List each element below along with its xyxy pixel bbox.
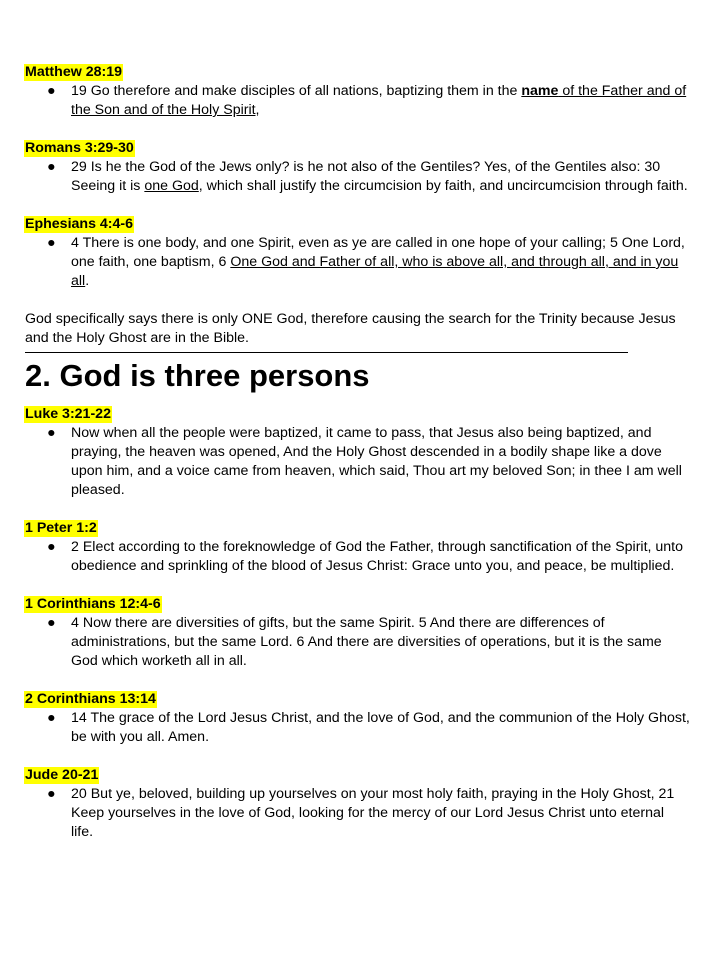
scripture-reference: Ephesians 4:4-6 <box>25 216 134 232</box>
bullet-icon: ● <box>47 83 56 99</box>
verse-block-2-corinthians <box>25 690 690 747</box>
verse-block-romans <box>25 139 690 196</box>
verse-list <box>25 158 690 196</box>
verse-block-1-corinthians <box>25 595 690 671</box>
verse-list <box>25 424 690 500</box>
list-item <box>25 785 690 842</box>
bullet-icon: ● <box>47 539 56 555</box>
bullet-icon: ● <box>47 159 56 175</box>
bullet-icon: ● <box>47 615 56 631</box>
scripture-reference: 2 Corinthians 13:14 <box>25 691 156 707</box>
verse-list <box>25 82 690 120</box>
verse-underline: of the Father and of the Son and of the Holy Spirit, <box>71 83 687 118</box>
list-item <box>25 614 690 671</box>
list-item <box>25 424 690 500</box>
verse-list <box>25 709 690 747</box>
verse-list <box>25 538 690 576</box>
verse-text: , which shall justify the circumcision by faith, and uncircumcision through faith. <box>198 178 688 194</box>
verse-text: 20 But ye, beloved, building up yourselves on your most holy faith, praying in the Holy Ghost, 21 Keep yourselves in the love of God, looking for the mercy of our Lord Jesus Christ unto eternal life. <box>71 786 675 840</box>
verse-list <box>25 614 690 671</box>
summary-paragraph: God specifically says there is only ONE God, therefore causing the search for the Trinity because Jesus and the Holy Ghost are in the Bible. <box>25 311 676 346</box>
scripture-reference: 1 Peter 1:2 <box>25 520 97 536</box>
verse-text: 14 The grace of the Lord Jesus Christ, and the love of God, and the communion of the Holy Ghost, be with you all. Amen. <box>71 710 690 745</box>
scripture-reference: Luke 3:21-22 <box>25 406 111 422</box>
verse-text: 4 There is one body, and one Spirit, even as ye are called in one hope of your calling; 5 One Lord, one faith, one baptism, 6 <box>71 235 685 270</box>
verse-block-matthew <box>25 63 690 120</box>
verse-block-peter <box>25 519 690 576</box>
verse-list <box>25 234 690 291</box>
section-heading: 2. God is three persons <box>25 358 370 393</box>
verse-list <box>25 785 690 842</box>
bullet-icon: ● <box>47 710 56 726</box>
scripture-reference: Romans 3:29-30 <box>25 140 134 156</box>
list-item <box>25 709 690 747</box>
list-item <box>25 234 690 291</box>
verse-text: 19 Go therefore and make disciples of all nations, baptizing them in the <box>71 83 522 99</box>
verse-block-jude <box>25 766 690 842</box>
verse-underline: One God and Father of all, who is above all, and through all, and in you all <box>71 254 679 289</box>
verse-text: Now when all the people were baptized, it came to pass, that Jesus also being baptized, and praying, the heaven was opened, And the Holy Ghost descended in a bodily shape like a dove upon him, and a voice came from heaven, which said, Thou art my beloved Son; in thee I am well pleased. <box>71 425 682 498</box>
list-item <box>25 538 690 576</box>
scripture-reference: Matthew 28:19 <box>25 64 122 80</box>
verse-block-luke <box>25 405 690 500</box>
verse-text: 29 Is he the God of the Jews only? is he not also of the Gentiles? Yes, of the Gentiles also: 30 Seeing it is <box>71 159 661 194</box>
horizontal-divider <box>25 352 628 353</box>
document-page <box>25 63 690 842</box>
bullet-icon: ● <box>47 786 56 802</box>
verse-emphasis: name <box>521 83 559 99</box>
list-item <box>25 82 690 120</box>
verse-block-ephesians <box>25 215 690 291</box>
verse-text: . <box>85 273 90 289</box>
list-item <box>25 158 690 196</box>
verse-underline: one God <box>144 178 199 194</box>
bullet-icon: ● <box>47 235 56 251</box>
verse-text: 4 Now there are diversities of gifts, but the same Spirit. 5 And there are differences of administrations, but the same Lord. 6 And there are diversities of operations, but it is the same God which worketh all in all. <box>71 615 662 669</box>
scripture-reference: Jude 20-21 <box>25 767 99 783</box>
scripture-reference: 1 Corinthians 12:4-6 <box>25 596 161 612</box>
verse-text: 2 Elect according to the foreknowledge of God the Father, through sanctification of the Spirit, unto obedience and sprinkling of the blood of Jesus Christ: Grace unto you, and peace, be multiplied. <box>71 539 684 574</box>
bullet-icon: ● <box>47 425 56 441</box>
